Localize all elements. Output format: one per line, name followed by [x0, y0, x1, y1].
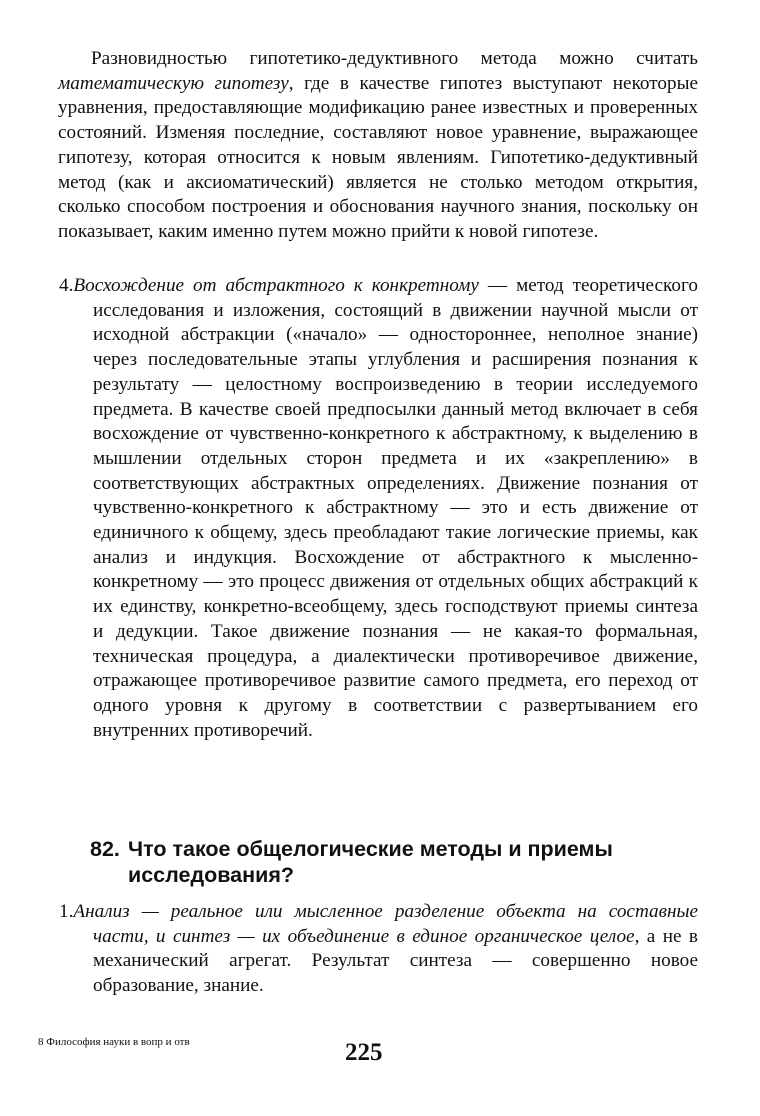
- list-item-4: [59, 274, 698, 743]
- italic-term: математическую гипотезу: [58, 72, 289, 94]
- list-item-1: [59, 900, 698, 999]
- paragraph-text: , где в качестве гипотез выступают некоторые уравнения, предоставляющие модификацию ранее известных и проверенных состояний. Изменяя последние, составляют новое уравнение, выражающее гипотезу, которая относится к новым явлениям. Гипотетико-дедуктивный метод (как и аксиоматический) является не столько методом открытия, сколько способом построения и обоснования научного знания, поскольку он показывает, каким именно путем можно прийти к новой гипотезе.: [58, 72, 698, 242]
- section-heading: [90, 836, 690, 888]
- paragraph-text: — метод теоретического исследования и изложения, состоящий в движении научной мысли от исходной абстракции («начало» — одностороннее, неполное знание) через последовательные этапы углубления и расширения познания к результату — целостному воспроизведению в теории исследуемого предмета. В качестве своей предпосылки данный метод включает в себя восхождение от чувственно-конкретного к абстрактному, к выделению в мышлении отдельных сторон предмета и их «закреплению» в соответствующих абстрактных определениях. Движение познания от чувственно-конкретного к абстрактному — это и есть движение от единичного к общему, здесь преобладают такие логические приемы, как анализ и индукция. Восхождение от абстрактного к мысленно-конкретному — это процесс движения от отдельных общих абстракций к их единству, конкретно-всеобщему, здесь господствуют приемы синтеза и дедукции. Такое движение познания — не какая-то формальная, техническая процедура, а диалектически противоречивое движение, отражающее противоречивое развитие самого предмета, его переход от одного уровня к другому в соответствии с развертыванием его внутренних противоречий.: [93, 275, 698, 741]
- page-number: 225: [345, 1039, 383, 1066]
- paragraph-text: , а не в механический агрегат. Результат синтеза — совершенно новое образование, знание.: [93, 925, 698, 997]
- italic-term: Анализ — реальное или мысленное разделение объекта на составные части, и синтез — их объединение в единое органическое целое: [73, 901, 698, 947]
- italic-term: Восхождение от абстрактного к конкретному: [73, 275, 479, 296]
- section-title-line2: исследования?: [128, 863, 295, 887]
- section-number: 82.: [90, 837, 120, 861]
- list-number: 4.: [59, 275, 74, 296]
- paragraph-hypothetico-deductive: [58, 47, 698, 245]
- footer-signature: 8 Философия науки в вопр и отв: [38, 1036, 190, 1048]
- list-number: 1.: [59, 901, 74, 922]
- section-title-line1: Что такое общелогические методы и приемы: [128, 837, 613, 861]
- paragraph-text: Разновидностью гипотетико-дедуктивного метода можно считать: [91, 48, 698, 69]
